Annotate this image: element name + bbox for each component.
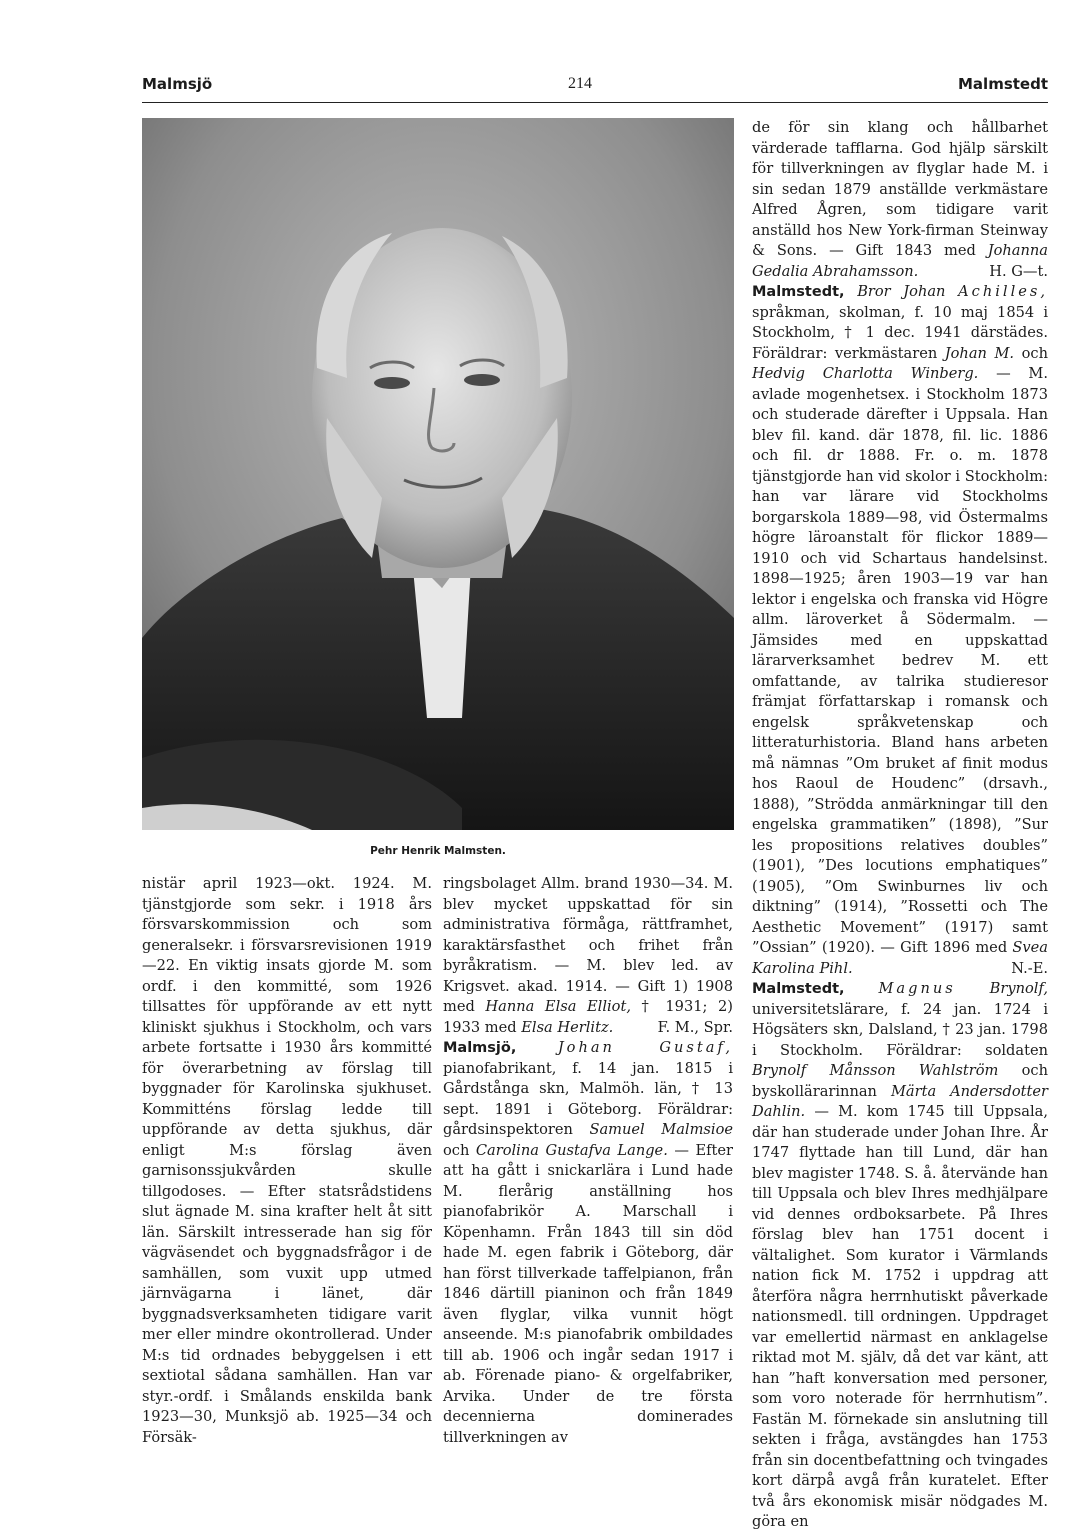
running-head-left: Malmsjö [142, 75, 213, 93]
spouse-name: Elsa Herlitz. [521, 1018, 614, 1036]
paragraph [443, 874, 733, 1038]
text-run: — M. kom 1745 till Uppsala, där han studerade under Johan Ihre. År 1747 flyttade han till Lund, där han blev magister 1748. S. å. återvände han till Uppsala och blev Ihres medhjälpare vid dennes ordboksarbete. På Ihres förslag blev han 1751 docent i vältalighet. Som kurator i Värmlands nation fick M. 1752 i uppdrag att återföra några herrnhutiskt påverkade nationsmedl. till ordningen. Uppdraget var emellertid närmast en anklagelse riktad mot M. själv, då det var känt, att han ”haft konversation med personer, som voro noterade för herrnhutism”. Fastän M. förnekade sin anslutning till sekten i fråga, avstängdes han 1753 från sin docentbefattning och tvingades kort därpå avgå från kuratelet. Efter två års ekonomisk misär nödgades M. göra en [752, 1103, 1048, 1530]
text-run: de för sin klang och hållbarhet värderade tafflarna. God hjälp särskilt för tillverkningen av flyglar hade M. i sin sedan 1879 anställde verkmästare Alfred Ågren, som tidigare varit anställd hos New York-firman Steinway & Sons. — Gift 1843 med [752, 119, 1048, 259]
mother-name: Carolina Gustafva Lange. [475, 1141, 668, 1159]
text-run: — Efter att ha gått i snickarlära i Lund hade M. flerårig anställning hos pianofabrikör A. Marschall i Köpenhamn. Från 1843 till sin död hade M. egen fabrik i Göteborg, där han först tillverkade taffelpianon, från 1846 därtill pianinon och från 1849 även flyglar, vilka vunnit högt anseende. M:s pianofabrik ombildades till ab. 1906 och ingår sedan 1917 i ab. Förenade piano- & orgelfabriker, Arvika. Under de tre första decennierna dominerades tillverkningen av [443, 1141, 733, 1446]
text-column-middle [443, 874, 733, 1448]
given-names-spaced: Magnus [878, 980, 956, 997]
spouse-name: Johanna Gedalia Abrahamsson. [752, 242, 1048, 280]
entry-headword: Malmstedt, [752, 284, 845, 300]
given-names-spaced: Achilles, [958, 283, 1049, 300]
spouse-name: Hanna Elsa Elliot, [485, 998, 631, 1015]
header-rule [142, 102, 1048, 103]
text-run: och [443, 1141, 476, 1159]
text-run: och byskollärarinnan [752, 1062, 1049, 1100]
given-names: Brynolf, [989, 980, 1048, 997]
text-run: och [1014, 344, 1048, 362]
portrait-photo [142, 118, 734, 830]
author-signature: F. M., Spr. [657, 1018, 733, 1036]
given-names: Bror Johan [857, 283, 946, 300]
portrait-caption: Pehr Henrik Malmsten. [370, 845, 506, 857]
entry-malmstedt-bror-johan-achilles [752, 282, 1048, 979]
paragraph [752, 118, 1048, 282]
text-run: pianofabrikant, f. 14 jan. 1815 i Gårdstånga skn, Malmöh. län, † 13 sept. 1891 i Göteborg. Föräldrar: gårdsinspektoren [443, 1059, 733, 1138]
author-signature: H. G—t. [989, 262, 1048, 280]
father-name: Johan M. [944, 344, 1015, 362]
author-signature: N.-E. [1011, 959, 1048, 977]
given-names: Johan Gustaf, [557, 1039, 734, 1056]
text-column-right [752, 118, 1048, 1533]
text-run: universitetslärare, f. 24 jan. 1724 i Högsäters skn, Dalsland, † 23 jan. 1798 i Stockholm. Föräldrar: soldaten [752, 1000, 1048, 1059]
text-run: — M. avlade mogenhetsex. i Stockholm 1873 och studerade därefter i Uppsala. Han blev fil. kand. där 1878, fil. lic. 1886 och fil. dr 1888. Fr. o. m. 1878 tjänstgjorde han vid skolor i Stockholm: han var lärare vid Stockholms borgarskola 1889—98, vid Östermalms högre läroanstalt för flickor 1889—1910 och vid Schartaus handelsinst. 1898—1925; åren 1903—19 var han lektor i engelska och franska vid Högre allm. läroverket å Södermalm. — Jämsides med en uppskattad lärarverksamhet bedrev M. ett omfattande, av talrika studieresor främjat författarskap i romansk och engelsk språkvetenskap och litteraturhistoria. Bland hans arbeten må nämnas ”Om bruket af finit modus hos Raoul de Houdenc” (drsavh., 1888), ”Strödda anmärkningar till den engelska grammatiken” (1898), ”Sur les propositions relatives doubles” (1901), ”Des locutions emphatiques” (1905), ”Om Swinburnes liv och diktning” (1914), ”Rossetti och The Aesthetic Movement” (1917) samt ”Ossian” (1920). — Gift 1896 med [752, 365, 1048, 956]
spouse-name: Svea Karolina Pihl. [752, 939, 1048, 977]
father-name: Samuel Malmsioe [589, 1121, 734, 1138]
text-run: ringsbolaget Allm. brand 1930—34. M. blev mycket uppskattad för sin administrativa förmåga, rättframhet, karaktärsfasthet och frihet från byråkratism. — M. blev led. av Krigsvet. akad. 1914. — Gift 1) 1908 med [443, 875, 733, 1015]
paragraph: nistär april 1923—okt. 1924. M. tjänstgjorde som sekr. i 1918 års försvarskommission och som generalsekr. i försvarsrevisionen 1919—22. En viktig insats gjorde M. som ordf. i den kommitté, som 1926 tillsattes för uppförande av ett nytt kliniskt sjukhus i Stockholm, och vars arbete fortsatte i 1930 års kommitté för överarbetning av förslag till byggnader för Karolinska sjukhuset. Kommitténs förslag ledde till uppförande av detta sjukhus, där enligt M:s förslag även garnisonssjukvården skulle tillgodoses. — Efter statsrådstidens slut ägnade M. sina krafter helt åt sitt län. Särskilt intresserade han sig för vägväsendet och byggnadsfrågor i de samhällen, som vuxit upp utmed järnvägarna i länet, där byggnadsverksamheten tidigare varit mer eller mindre okontrollerad. Under M:s tid ordnades bebyggelsen i ett sextiotal sådana samhällen. Han var styr.-ordf. i Smålands enskilda bank 1923—30, Munksjö ab. 1925—34 och Försäk- [142, 875, 432, 1446]
entry-malmstedt-magnus-brynolf [752, 979, 1048, 1533]
text-column-left [142, 874, 432, 1448]
entry-headword: Malmsjö, [443, 1040, 517, 1056]
running-head-right: Malmstedt [958, 75, 1048, 93]
mother-name: Märta Andersdotter Dahlin. [752, 1082, 1048, 1120]
entry-headword: Malmstedt, [752, 981, 845, 997]
text-run: † 1931; 2) 1933 med [443, 998, 733, 1036]
mother-name: Hedvig Charlotta Winberg. [752, 365, 979, 382]
text-run: språkman, skolman, f. 10 maj 1854 i Stockholm, † 1 dec. 1941 därstädes. Föräldrar: verkmästaren [752, 303, 1048, 362]
father-name: Brynolf Månsson Wahlström [752, 1062, 999, 1079]
entry-malmsjo-johan-gustaf [443, 1038, 733, 1448]
page-number: 214 [568, 75, 592, 92]
